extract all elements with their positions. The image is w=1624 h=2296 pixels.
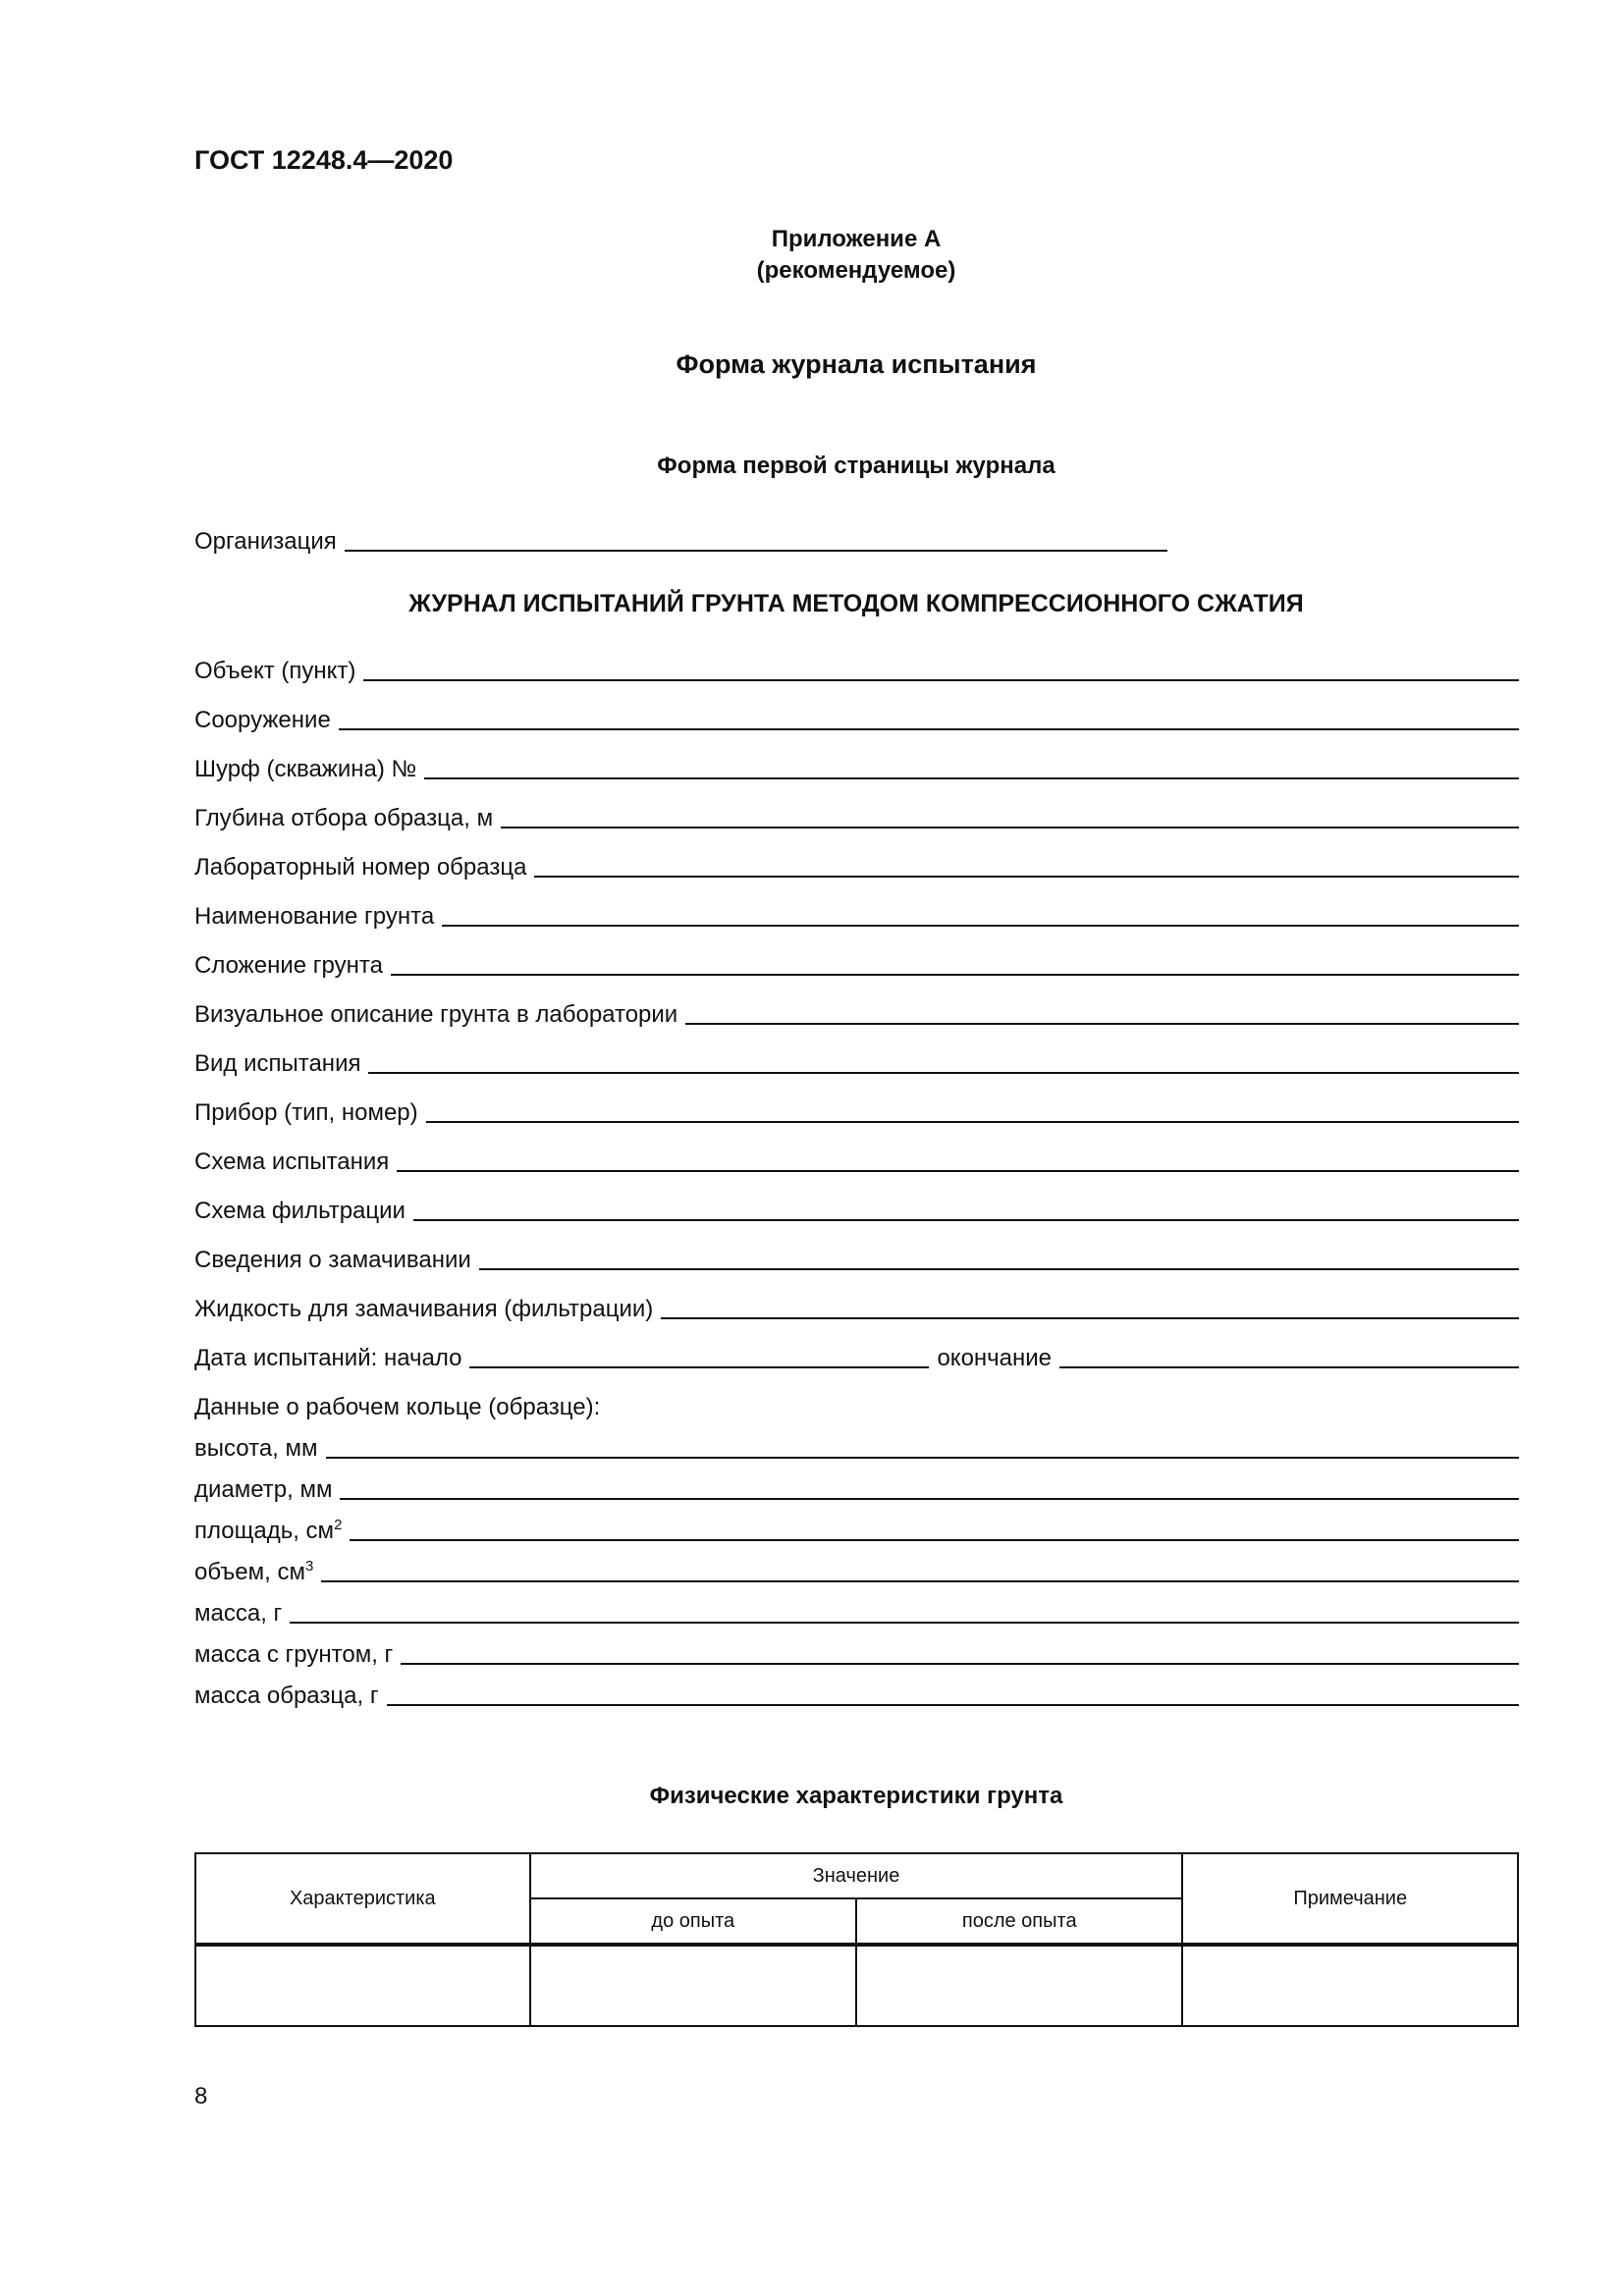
ring-height-label: высота, мм: [194, 1435, 318, 1462]
field-input-line[interactable]: [368, 1072, 1519, 1074]
field-input-line[interactable]: [685, 1023, 1519, 1025]
field-input-line[interactable]: [397, 1170, 1519, 1172]
ring-volume-row: [194, 1559, 1519, 1586]
field-input-line[interactable]: [501, 827, 1519, 828]
field-input-line[interactable]: [426, 1121, 1519, 1123]
field-label: Вид испытания: [194, 1050, 361, 1077]
field-label: Жидкость для замачивания (фильтрации): [194, 1296, 654, 1322]
date-end-input-line[interactable]: [1059, 1366, 1519, 1368]
header-before-test: до опыта: [530, 1898, 856, 1945]
table-cell[interactable]: [530, 1945, 856, 2026]
journal-title: ЖУРНАЛ ИСПЫТАНИЙ ГРУНТА МЕТОДОМ КОМПРЕССИОННОГО СЖАТИЯ: [408, 590, 1304, 617]
ring-volume-exponent: 3: [304, 1558, 314, 1575]
table-cell[interactable]: [856, 1945, 1182, 2026]
field-label: Сложение грунта: [194, 952, 383, 979]
ring-data-header: Данные о рабочем кольце (образце):: [194, 1394, 601, 1420]
table-row: [195, 1945, 1518, 2026]
table-cell[interactable]: [1182, 1945, 1518, 2026]
sample-mass-input-line[interactable]: [387, 1704, 1519, 1706]
page-number: 8: [194, 2083, 208, 2109]
sample-mass-row: [194, 1682, 1519, 1710]
ring-area-text: площадь, см: [194, 1518, 335, 1544]
field-row: [194, 1050, 1519, 1078]
ring-area-input-line[interactable]: [350, 1539, 1519, 1541]
field-label: Сведения о замачивании: [194, 1247, 471, 1273]
standard-number: ГОСТ 12248.4—2020: [194, 145, 454, 175]
ring-volume-text: объем, см: [194, 1559, 305, 1585]
first-page-title: Форма первой страницы журнала: [657, 453, 1056, 479]
field-label: Наименование грунта: [194, 903, 435, 930]
annex-title: Приложение А: [771, 226, 942, 252]
field-label: Шурф (скважина) №: [194, 756, 417, 782]
field-input-line[interactable]: [534, 876, 1519, 878]
organization-label: Организация: [194, 528, 337, 555]
date-start-input-line[interactable]: [469, 1366, 929, 1368]
ring-area-label: [194, 1518, 342, 1545]
field-input-line[interactable]: [424, 777, 1519, 779]
field-row: [194, 658, 1519, 685]
field-input-line[interactable]: [363, 679, 1519, 681]
form-title: Форма журнала испытания: [676, 349, 1037, 379]
header-note: Примечание: [1182, 1853, 1518, 1945]
ring-area-exponent: 2: [334, 1517, 343, 1533]
field-input-line[interactable]: [442, 925, 1519, 927]
field-row: [194, 1148, 1519, 1176]
ring-mass-label: масса, г: [194, 1600, 283, 1627]
annex-subtitle: (рекомендуемое): [756, 257, 956, 284]
field-label: Сооружение: [194, 707, 331, 733]
field-label: Схема испытания: [194, 1148, 390, 1175]
ring-diameter-label: диаметр, мм: [194, 1476, 333, 1503]
field-label: Лабораторный номер образца: [194, 854, 527, 881]
physical-characteristics-title: Физические характеристики грунта: [649, 1783, 1063, 1809]
header-after-test: после опыта: [856, 1898, 1182, 1945]
date-end-label: окончание: [937, 1345, 1053, 1371]
field-label: Объект (пункт): [194, 658, 356, 684]
field-row: [194, 1099, 1519, 1127]
field-row: [194, 707, 1519, 734]
field-label: Прибор (тип, номер): [194, 1099, 418, 1126]
header-characteristic: Характеристика: [195, 1853, 530, 1945]
field-input-line[interactable]: [339, 728, 1519, 730]
ring-mass-with-soil-input-line[interactable]: [401, 1663, 1519, 1665]
table-cell[interactable]: [195, 1945, 530, 2026]
ring-area-row: [194, 1518, 1519, 1545]
field-row: [194, 756, 1519, 783]
sample-mass-label: масса образца, г: [194, 1682, 379, 1709]
field-row: [194, 1247, 1519, 1274]
annex-heading: [194, 224, 1518, 287]
field-label: Визуальное описание грунта в лаборатории: [194, 1001, 678, 1028]
field-row: [194, 952, 1519, 980]
ring-mass-row: [194, 1600, 1519, 1628]
field-label: Глубина отбора образца, м: [194, 805, 494, 831]
field-row: [194, 1001, 1519, 1029]
ring-height-row: [194, 1435, 1519, 1463]
ring-height-input-line[interactable]: [326, 1457, 1520, 1459]
field-label: Схема фильтрации: [194, 1198, 406, 1224]
test-dates-row: [194, 1345, 1519, 1372]
date-start-label: Дата испытаний: начало: [194, 1345, 462, 1371]
header-value: Значение: [530, 1853, 1183, 1898]
field-row: [194, 1198, 1519, 1225]
ring-volume-input-line[interactable]: [321, 1580, 1519, 1582]
ring-mass-input-line[interactable]: [290, 1622, 1519, 1624]
organization-input-line[interactable]: [345, 550, 1167, 552]
field-row: [194, 854, 1519, 881]
physical-characteristics-table: [194, 1852, 1519, 2027]
field-row: [194, 903, 1519, 931]
organization-row: [194, 528, 1167, 556]
field-input-line[interactable]: [661, 1317, 1519, 1319]
ring-mass-with-soil-label: масса с грунтом, г: [194, 1641, 394, 1668]
ring-volume-label: [194, 1559, 313, 1586]
field-input-line[interactable]: [391, 974, 1519, 976]
table-header-row: [195, 1853, 1518, 1898]
ring-diameter-input-line[interactable]: [340, 1498, 1519, 1500]
field-row: [194, 1296, 1519, 1323]
ring-diameter-row: [194, 1476, 1519, 1504]
field-input-line[interactable]: [413, 1219, 1519, 1221]
ring-mass-with-soil-row: [194, 1641, 1519, 1669]
field-row: [194, 805, 1519, 832]
field-input-line[interactable]: [479, 1268, 1519, 1270]
